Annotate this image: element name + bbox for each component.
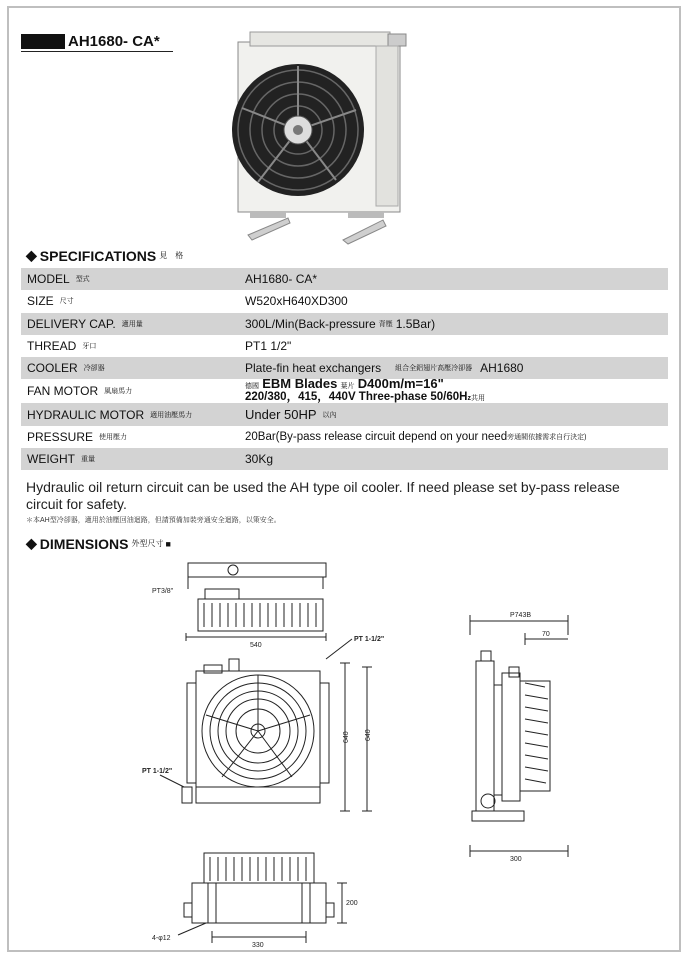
spec-key: PRESSURE xyxy=(27,429,94,444)
stand-left xyxy=(250,212,286,218)
spec-value: Plate-fin heat exchangers xyxy=(245,361,382,376)
spec-key-cn: 適用油壓馬力 xyxy=(150,411,193,419)
spec-row-fan-motor xyxy=(21,376,668,404)
spec-value: PT1 1/2" xyxy=(245,339,292,354)
diamond-icon: ◆ xyxy=(26,247,37,263)
spec-row-thread xyxy=(21,335,668,357)
label-pt112-left: PT 1-1/2" xyxy=(142,768,173,775)
label-pt112-top: PT 1-1/2" xyxy=(354,636,385,643)
cooler-top-port xyxy=(388,34,406,46)
dimensions-title xyxy=(26,535,171,552)
spec-key-cn: 尺寸 xyxy=(59,298,74,306)
spec-row-weight xyxy=(21,448,668,470)
label-side-total: P743B xyxy=(510,612,532,619)
spec-value-tail: D400m/m=16" xyxy=(357,376,444,392)
spec-value: EBM Blades xyxy=(262,376,338,392)
diamond-icon: ◆ xyxy=(26,535,37,551)
spec-value-line2-z: z xyxy=(467,395,471,403)
label-pt38: PT3/8" xyxy=(152,588,174,595)
spec-key-cn: 風扇馬力 xyxy=(104,388,133,396)
dimension-drawings xyxy=(0,555,690,950)
spec-value: 20Bar(By-pass release circuit depend on your need xyxy=(245,430,508,443)
spec-row-cooler xyxy=(21,357,668,379)
cooler-top-tank xyxy=(250,32,390,46)
spec-value: 30Kg xyxy=(245,452,274,467)
label-bottom-holes: 4-φ12 xyxy=(152,935,171,942)
spec-value-tail: AH1680 xyxy=(480,361,524,376)
specifications-title xyxy=(26,247,183,264)
spec-key-cn: 型式 xyxy=(75,276,90,284)
spec-value-line2: 220/380，415，440V Three-phase 50/60H xyxy=(245,391,468,404)
label-bottom-200: 200 xyxy=(346,900,358,907)
spec-table xyxy=(21,268,668,470)
spec-value-cn: 旁通閥依據需求自行決定) xyxy=(507,433,587,441)
spec-row-pressure xyxy=(21,426,668,448)
spec-key: HYDRAULIC MOTOR xyxy=(27,407,145,422)
spec-key: THREAD xyxy=(27,339,77,354)
spec-key: SIZE xyxy=(27,294,54,309)
dimensions-title-text: DIMENSIONS xyxy=(39,535,129,552)
spec-value-cn: 以內 xyxy=(322,411,337,419)
side-view-drawing xyxy=(470,615,568,857)
spec-value-line2-cn: 共用 xyxy=(470,395,485,403)
header-black-bar xyxy=(21,34,65,49)
spec-value-cn2: 葉片 xyxy=(340,383,355,391)
spec-key-cn: 重量 xyxy=(81,456,95,464)
product-photo xyxy=(228,30,418,246)
spec-row-model xyxy=(21,268,668,290)
label-bottom-330: 330 xyxy=(252,942,264,949)
label-height-640b: 640 xyxy=(365,729,372,741)
spec-key: MODEL xyxy=(27,272,70,287)
stand-right xyxy=(348,212,384,218)
cooler-side-tank xyxy=(376,46,398,206)
spec-row-delivery xyxy=(21,313,668,335)
label-height-640a: 640 xyxy=(343,731,350,743)
note-english: Hydraulic oil return circuit can be used the AH type oil cooler. If need please set by-pass release circuit for safety. xyxy=(26,479,620,512)
spec-key: WEIGHT xyxy=(27,452,75,467)
spec-key: FAN MOTOR xyxy=(27,384,99,399)
model-header xyxy=(21,31,173,52)
spec-value: W520xH640XD300 xyxy=(245,294,348,309)
bottom-view-drawing xyxy=(178,853,347,943)
spec-value: Under 50HP xyxy=(245,407,317,423)
spec-value-cn: 德國 xyxy=(245,383,259,391)
spec-row-hydraulic-motor xyxy=(21,403,668,425)
spec-key-cn: 冷卻器 xyxy=(83,365,105,373)
model-title: AH1680- CA* xyxy=(68,32,160,50)
label-side-300: 300 xyxy=(510,856,522,863)
note-chinese: ＊本AH型冷卻器，適用於油壓回油迴路，但請預備加裝旁通安全迴路，以策安全。 xyxy=(26,517,281,524)
specifications-title-cn: 見 格 xyxy=(159,251,184,260)
top-view-drawing xyxy=(186,563,326,641)
specifications-title-text: SPECIFICATIONS xyxy=(39,247,157,264)
spec-value-cn: 組合全鋁翅片高壓冷卻器 xyxy=(395,365,473,373)
spec-value-cn: 背壓 xyxy=(378,320,393,328)
spec-key-cn: 適用量 xyxy=(121,320,143,328)
dimensions-title-cn: 外型尺寸 xyxy=(131,539,164,548)
spec-key: DELIVERY CAP. xyxy=(27,316,116,331)
front-view-drawing xyxy=(160,639,372,811)
spec-key-cn: 牙口 xyxy=(82,343,97,351)
spec-key: COOLER xyxy=(27,361,78,376)
spec-value: 300L/Min(Back-pressure xyxy=(245,316,376,331)
label-width-540: 540 xyxy=(250,642,262,649)
label-side-70: 70 xyxy=(542,631,550,638)
spec-value-tail: 1.5Bar) xyxy=(395,316,436,331)
square-icon: ■ xyxy=(165,538,171,549)
spec-value: AH1680- CA* xyxy=(245,272,318,287)
spec-key-cn: 使用壓力 xyxy=(99,433,128,441)
spec-row-size xyxy=(21,290,668,312)
